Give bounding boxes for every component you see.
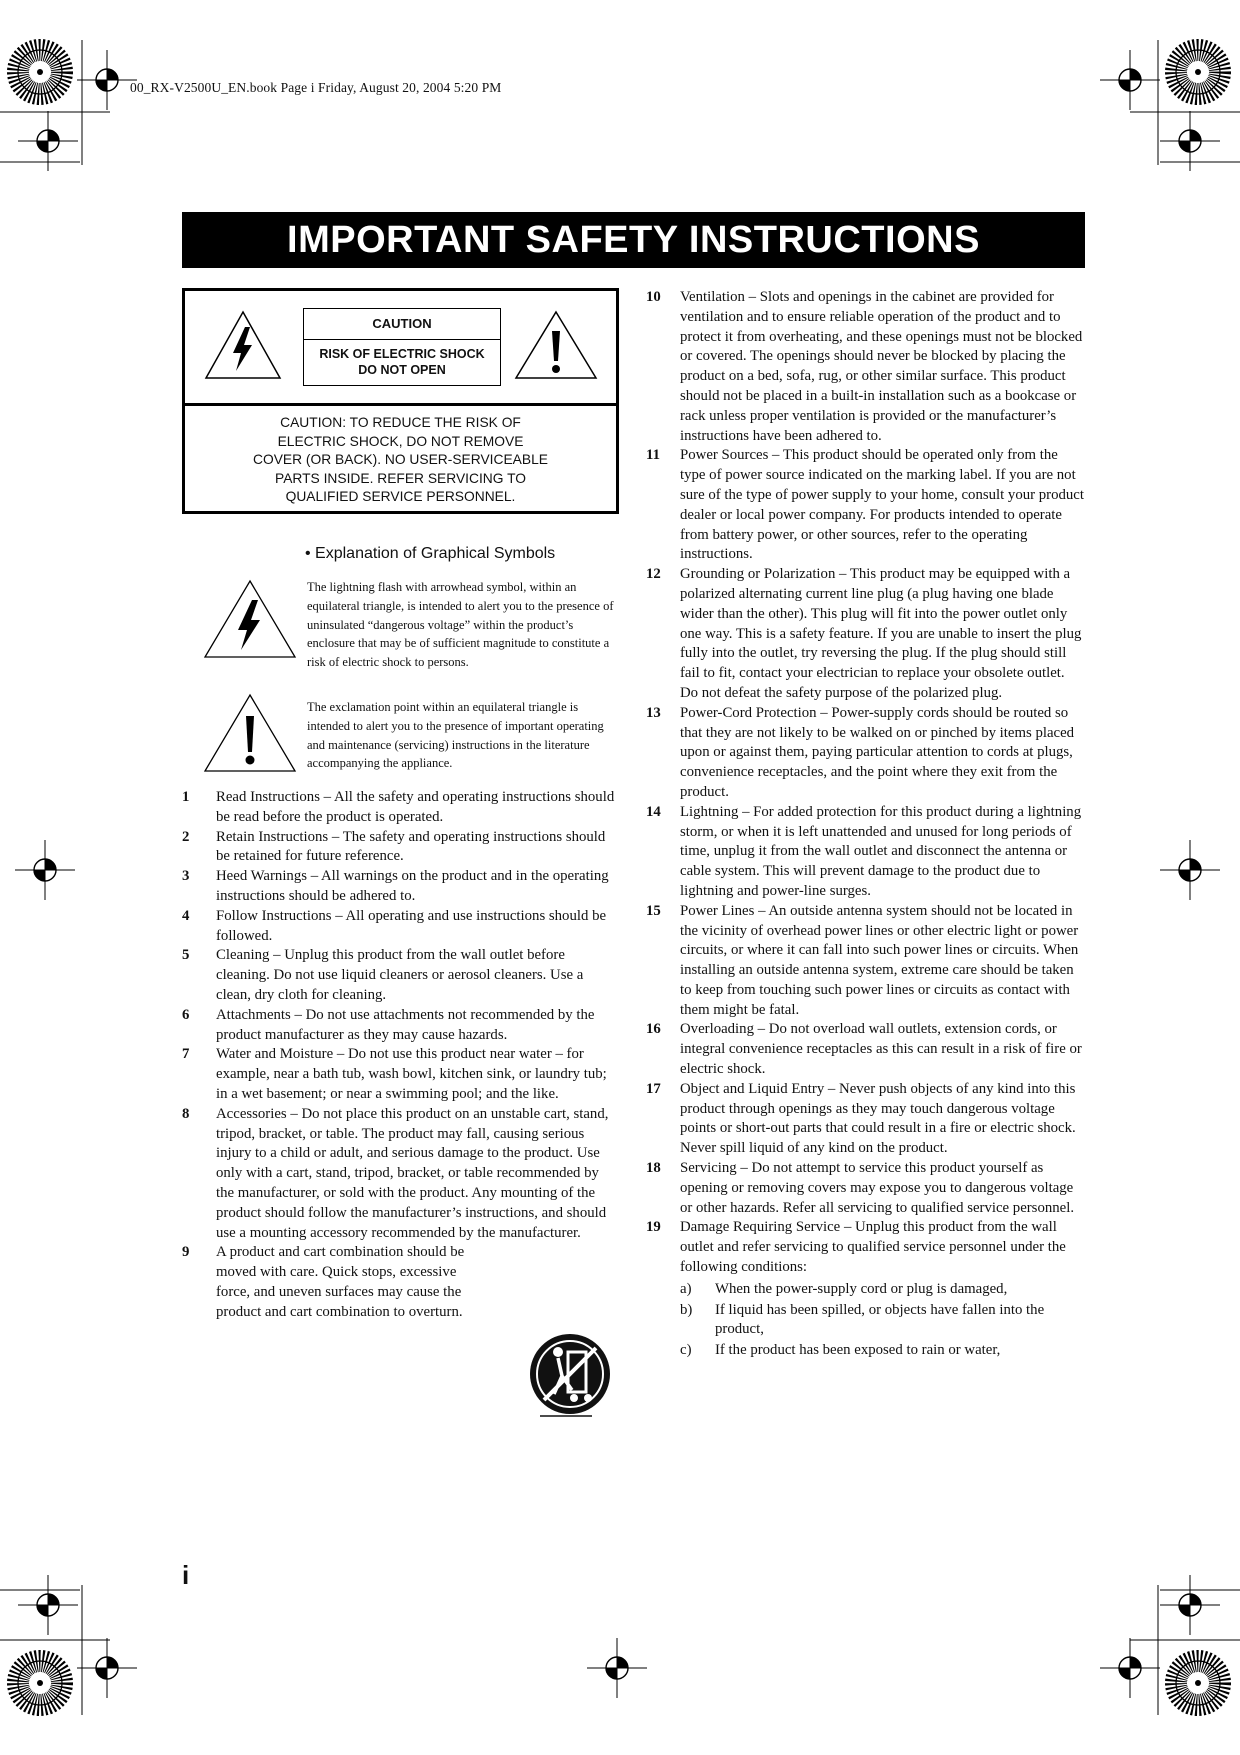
list-item (182, 1243, 616, 1322)
sub-list-item (680, 1280, 1084, 1300)
item-text: Power Sources – This product should be operated only from the type of power source indicated on the marking label. If you are not sure of the type of power supply to your home, consult your product dealer or local power company. For products intended to operate from battery power, or other sources, refer to the operating instructions. (680, 447, 1084, 563)
caution-label-line1: RISK OF ELECTRIC SHOCK (319, 347, 485, 361)
sub-item-text: If liquid has been spilled, or objects have fallen into the product, (715, 1301, 1045, 1338)
item-number: 3 (182, 868, 190, 885)
item-text: Power Lines – An outside antenna system should not be located in the vicinity of overhead power lines or other electric light or power circuits, or where it can fall into such power lines or circuits. When installing an outside antenna system, extreme care should be taken to keep from touching such power lines or circuits as contact with them might be fatal. (680, 902, 1079, 1018)
item-text: Servicing – Do not attempt to service this product yourself as opening or removing covers may expose you to dangerous voltage or other hazards. Refer all servicing to qualified service personnel. (680, 1160, 1075, 1216)
item-number: 5 (182, 947, 190, 964)
list-item (646, 1159, 1084, 1218)
item-number: 4 (182, 907, 190, 924)
item-number: 12 (646, 566, 661, 583)
item-number: 13 (646, 704, 661, 721)
item-number: 7 (182, 1046, 190, 1063)
item-number: 17 (646, 1080, 661, 1097)
cart-warning-icon (528, 1328, 612, 1420)
item-text: A product and cart combination should be moved with care. Quick stops, excessive force, and uneven surfaces may cause the product and cart combination to overturn. (216, 1244, 465, 1320)
list-item (646, 1218, 1084, 1361)
item-text: Attachments – Do not use attachments not recommended by the product manufacturer as they may cause hazards. (216, 1006, 595, 1043)
list-item (646, 565, 1084, 704)
item-number: 19 (646, 1219, 661, 1236)
caution-label-title: CAUTION (304, 309, 500, 340)
lightning-symbol-icon (202, 578, 298, 660)
item-text: Cleaning – Unplug this product from the wall outlet before cleaning. Do not use liquid cleaners or aerosol cleaners. Use a clean, dry cloth for cleaning. (216, 947, 584, 1003)
item-number: 18 (646, 1160, 661, 1177)
item-number: 6 (182, 1006, 190, 1023)
item-number: 10 (646, 289, 661, 305)
exclamation-symbol-text: The exclamation point within an equilateral triangle is intended to alert you to the presence of important operating and maintenance (servicing) instructions in the literature accompanying the appliance. (307, 700, 604, 771)
item-number: 14 (646, 803, 661, 820)
exclamation-symbol-icon (202, 692, 298, 774)
sub-list (680, 1280, 1084, 1361)
sub-item-label: b) (680, 1301, 693, 1318)
list-item (646, 288, 1084, 446)
caution-text (185, 414, 616, 507)
list-item (646, 902, 1084, 1021)
caution-text-line: CAUTION: TO REDUCE THE RISK OF (280, 415, 521, 430)
list-item (182, 1006, 616, 1046)
item-number: 2 (182, 828, 190, 845)
item-text: Follow Instructions – All operating and use instructions should be followed. (216, 907, 607, 944)
safety-list-right (646, 288, 1084, 1362)
item-number: 9 (182, 1244, 190, 1261)
list-item (182, 907, 616, 947)
list-item (646, 803, 1084, 902)
item-number: 15 (646, 902, 661, 919)
list-item (182, 788, 616, 828)
sub-list-item (680, 1301, 1084, 1341)
item-text: Retain Instructions – The safety and operating instructions should be retained for future reference. (216, 828, 606, 865)
item-text: Read Instructions – All the safety and operating instructions should be read before the product is operated. (216, 789, 615, 825)
sub-item-text: If the product has been exposed to rain or water, (715, 1342, 1001, 1359)
page-title: IMPORTANT SAFETY INSTRUCTIONS (182, 212, 1085, 268)
item-text: Water and Moisture – Do not use this product near water – for example, near a bath tub, wash bowl, kitchen sink, or laundry tub; in a wet basement; or near a swimming pool; and the like. (216, 1046, 607, 1102)
list-item (646, 704, 1084, 803)
caution-label (303, 308, 501, 386)
list-item (182, 828, 616, 868)
symbols-heading: • Explanation of Graphical Symbols (305, 545, 556, 562)
item-number: 1 (182, 789, 190, 805)
sub-item-label: c) (680, 1342, 692, 1359)
sub-item-text: When the power-supply cord or plug is damaged, (715, 1280, 1008, 1297)
lightning-symbol-text: The lightning flash with arrowhead symbol, within an equilateral triangle, is intended to alert you to the presence of uninsulated “dangerous voltage” within the product’s enclosure that may be of sufficient magnitude to constitute a risk of electric shock to persons. (307, 580, 614, 670)
item-text: Lightning – For added protection for this product during a lightning storm, or when it is left unattended and unused for long periods of time, unplug it from the wall outlet and disconnect the antenna or cable system. This will prevent damage to the product due to lightning and power-line surges. (680, 803, 1082, 899)
item-text: Overloading – Do not overload wall outlets, extension cords, or integral convenience receptacles as this can result in a risk of fire or electric shock. (680, 1021, 1082, 1078)
item-text: Heed Warnings – All warnings on the product and in the operating instructions should be adhered to. (216, 868, 609, 904)
caution-label-line2: DO NOT OPEN (358, 363, 446, 377)
sub-item-label: a) (680, 1280, 692, 1297)
item-number: 11 (646, 447, 660, 464)
list-item (646, 446, 1084, 565)
caution-label-panel (185, 291, 616, 406)
item-number: 16 (646, 1021, 661, 1038)
caution-box (182, 288, 619, 514)
list-item (182, 946, 616, 1005)
sub-list-item (680, 1341, 1084, 1361)
item-text: Accessories – Do not place this product on an unstable cart, stand, tripod, bracket, or table. The product may fall, causing serious injury to a child or adult, and serious damage to the product. Use only with a cart, stand, tripod, bracket, or table recommended by the manufacturer, or sold with the product. Any mounting of the product should follow the manufacturer’s instructions, and should use a mounting accessory recommended by the manufacturer. (216, 1105, 609, 1241)
list-item (646, 1020, 1084, 1079)
caution-text-line: ELECTRIC SHOCK, DO NOT REMOVE (277, 433, 524, 449)
caution-text-line: COVER (OR BACK). NO USER-SERVICEABLE (253, 452, 548, 468)
list-item (646, 1080, 1084, 1159)
caution-text-line: QUALIFIED SERVICE PERSONNEL. (285, 489, 516, 505)
list-item (182, 867, 616, 907)
item-text: Power-Cord Protection – Power-supply cords should be routed so that they are not likely to be walked on or pinched by items placed upon or against them, paying particular attention to cords at plugs, convenience receptacles, and the point where they exit from the product. (680, 704, 1075, 800)
item-text: Grounding or Polarization – This product may be equipped with a polarized alternating current line plug (a plug having one blade wider than the other). This plug will fit into the power outlet only one way. This is a safety feature. If you are unable to insert the plug fully into the outlet, try reversing the plug. If the plug should still fail to fit, contact your electrician to replace your obsolete outlet. Do not defeat the safety purpose of the polarized plug. (680, 566, 1082, 701)
print-header: 00_RX-V2500U_EN.book Page i Friday, August 20, 2004 5:20 PM (130, 80, 502, 95)
page-number: i (182, 1560, 190, 1590)
lightning-warning-icon (203, 309, 283, 381)
caution-text-line: PARTS INSIDE. REFER SERVICING TO (275, 470, 526, 486)
item-number: 8 (182, 1105, 190, 1122)
item-text: Damage Requiring Service – Unplug this product from the wall outlet and refer servicing to qualified service personnel under the following conditions: (680, 1219, 1066, 1276)
item-text: Object and Liquid Entry – Never push objects of any kind into this product through openings as they may touch dangerous voltage points or short-out parts that could result in a fire or electric shock. Never spill liquid of any kind on the product. (680, 1080, 1076, 1157)
safety-list-left (182, 788, 616, 1323)
list-item (182, 1105, 616, 1244)
list-item (182, 1045, 616, 1104)
exclamation-warning-icon (513, 309, 599, 381)
item-text: Ventilation – Slots and openings in the cabinet are provided for ventilation and to ensure reliable operation of the product and to protect it from overheating, and these openings must not be blocked or covered. The openings should never be blocked by placing the product on a bed, sofa, rug, or other similar surface. This product should not be placed in a built-in installation such as a bookcase or rack unless proper ventilation is provided or the manufacturer’s instructions have been adhered to. (680, 289, 1083, 444)
